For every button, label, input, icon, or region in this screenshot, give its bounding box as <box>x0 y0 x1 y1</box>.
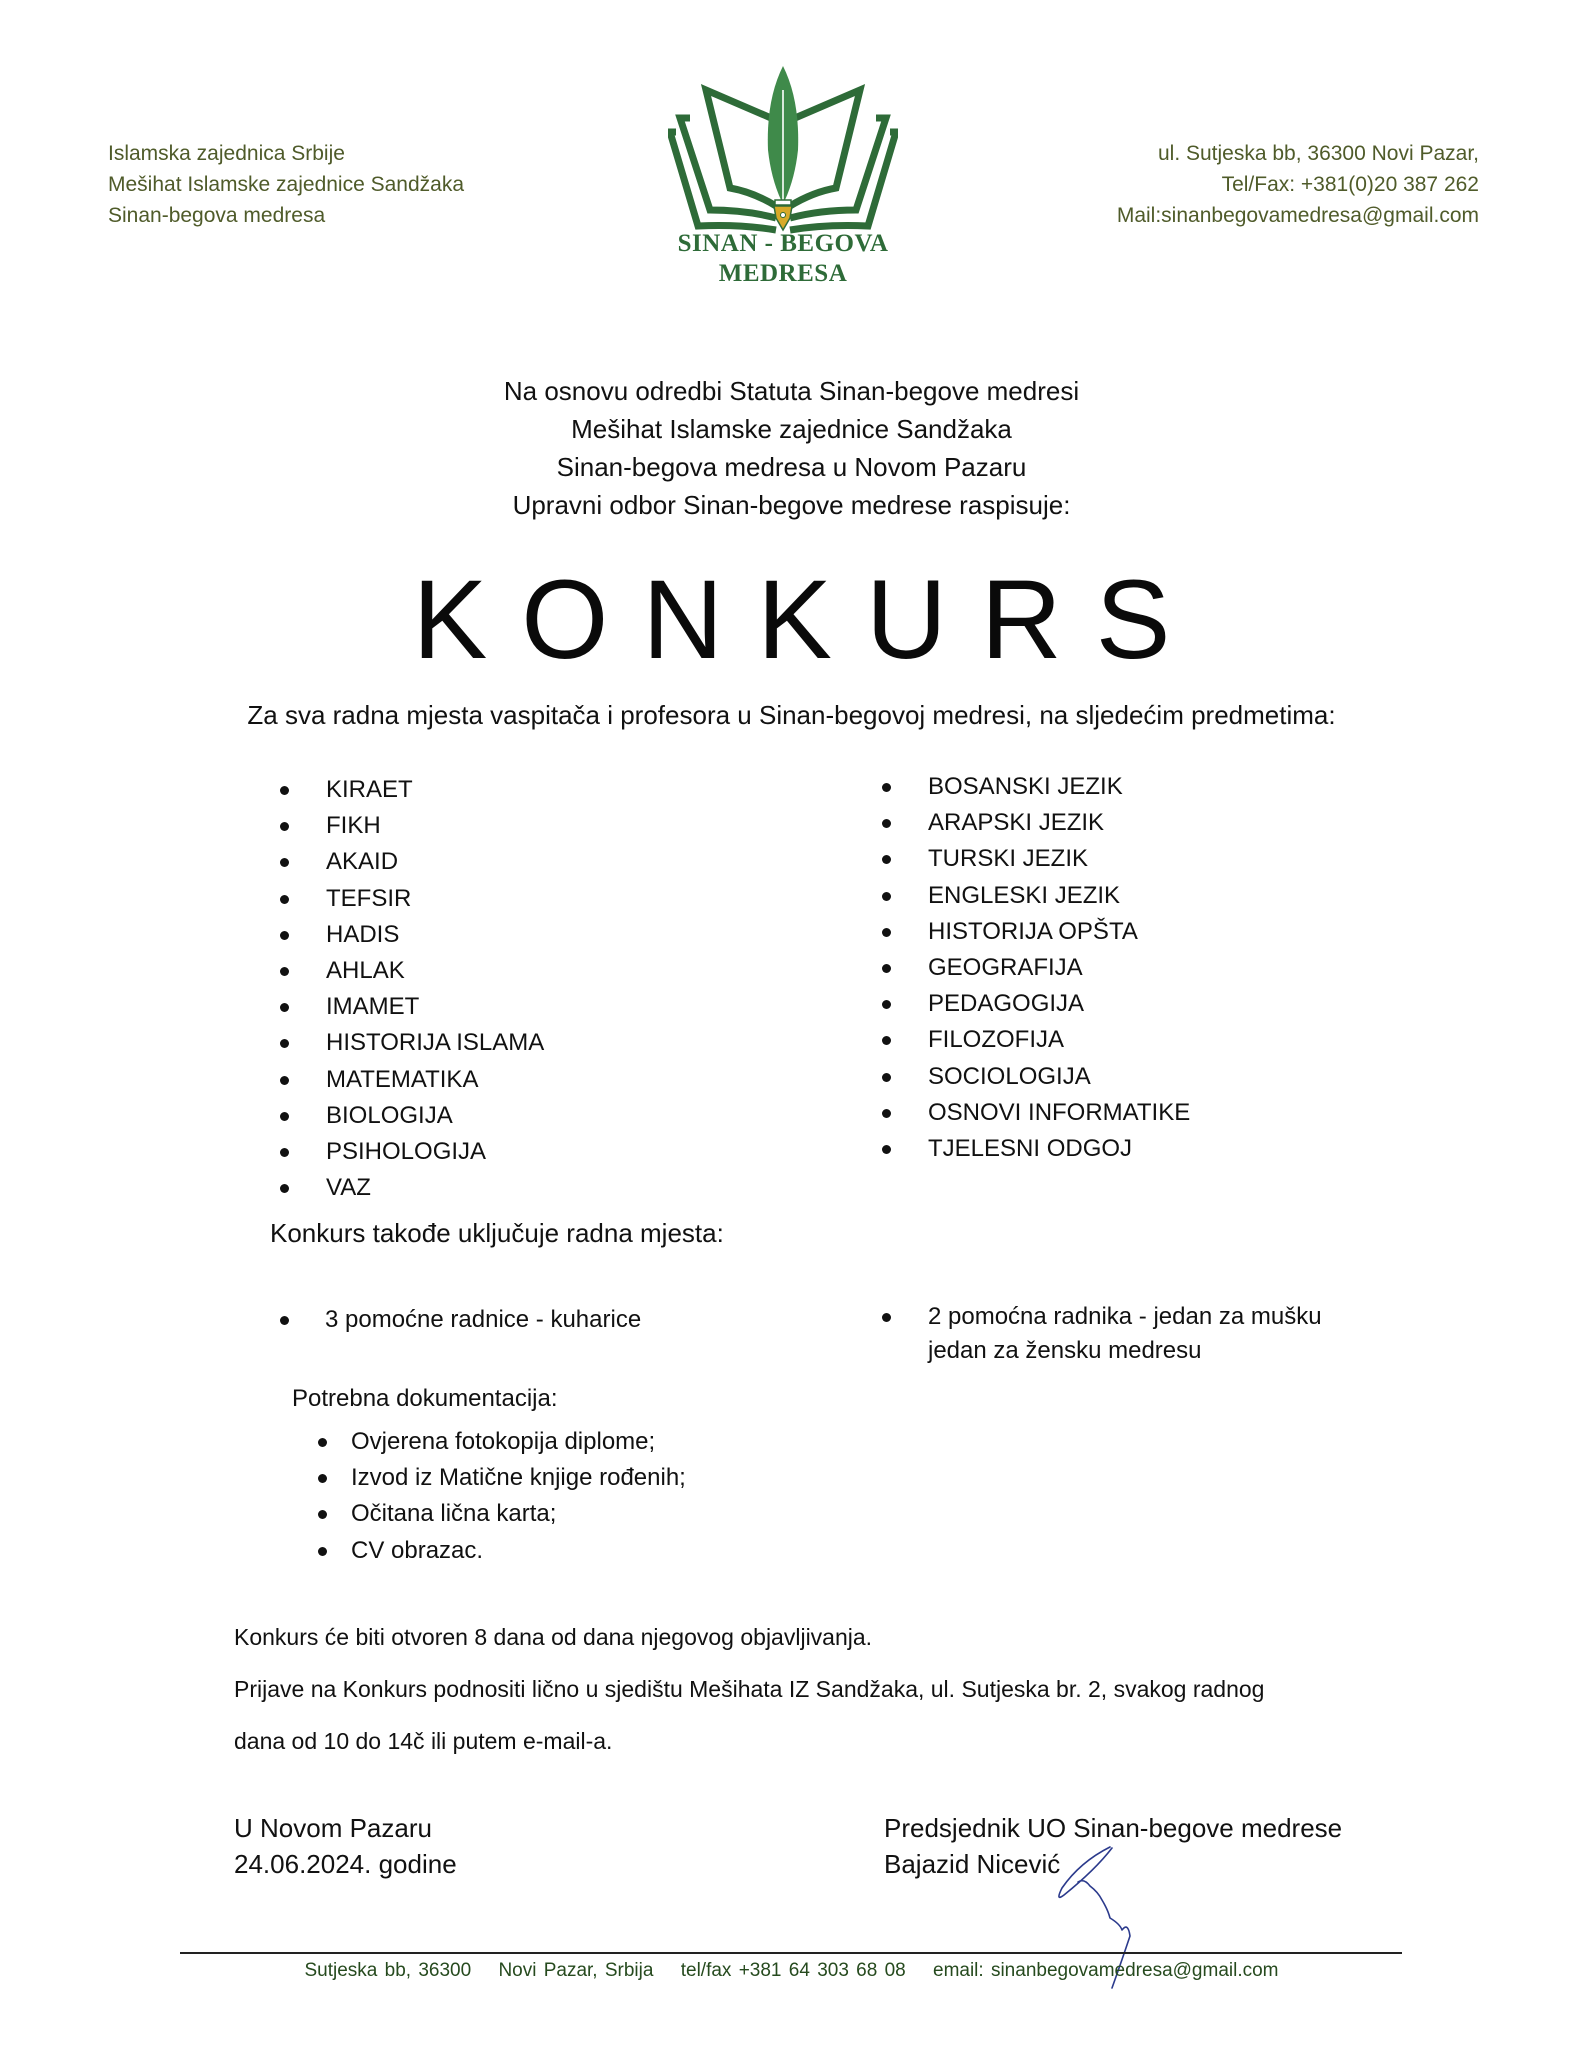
list-item: ARAPSKI JEZIK <box>882 805 1190 841</box>
bullet-icon <box>882 892 891 901</box>
bullet-icon <box>882 1073 891 1082</box>
bullet-icon <box>882 855 891 864</box>
bullet-icon <box>318 1438 327 1447</box>
list-item: GEOGRAFIJA <box>882 950 1190 986</box>
place-city: U Novom Pazaru <box>234 1813 432 1843</box>
list-item: VAZ <box>280 1170 544 1206</box>
intro-line-4: Upravni odbor Sinan-begove medrese raspisuje: <box>512 490 1071 520</box>
list-item: FIKH <box>280 808 544 844</box>
list-item: BOSANSKI JEZIK <box>882 769 1190 805</box>
list-item: TJELESNI ODGOJ <box>882 1131 1190 1167</box>
document-date: 24.06.2024. godine <box>234 1849 457 1879</box>
bullet-icon <box>882 1000 891 1009</box>
document-title: KONKURS <box>412 557 1205 682</box>
bullet-icon <box>280 895 289 904</box>
intro-line-3: Sinan-begova medresa u Novom Pazaru <box>556 452 1027 482</box>
list-item: MATEMATIKA <box>280 1062 544 1098</box>
position-item-assistants: 2 pomoćna radnika - jedan za mušku jedan za žensku medresu <box>882 1300 1362 1368</box>
list-item: CV obrazac. <box>318 1533 686 1569</box>
bullet-icon <box>280 858 289 867</box>
bullet-icon <box>280 1003 289 1012</box>
bullet-icon <box>280 1184 289 1193</box>
list-item: OSNOVI INFORMATIKE <box>882 1095 1190 1131</box>
list-item: PEDAGOGIJA <box>882 986 1190 1022</box>
list-item: TURSKI JEZIK <box>882 841 1190 877</box>
contact-phone: Tel/Fax: +381(0)20 387 262 <box>1221 173 1479 196</box>
bullet-icon <box>280 1039 289 1048</box>
position-item-kitchen: 3 pomoćne radnice - kuharice <box>280 1303 641 1337</box>
paragraph-submission-cont: dana od 10 do 14č ili putem e-mail-a. <box>234 1728 613 1754</box>
subjects-list-right <box>882 769 1190 1167</box>
list-item: Očitana lična karta; <box>318 1496 686 1532</box>
signer-name: Bajazid Nicević <box>884 1849 1061 1879</box>
bullet-icon <box>318 1474 327 1483</box>
bullet-icon <box>280 1148 289 1157</box>
bullet-icon <box>280 1316 289 1325</box>
org-line-2: Mešihat Islamske zajednice Sandžaka <box>108 173 465 196</box>
header-contact <box>1117 138 1479 231</box>
bullet-icon <box>882 1145 891 1154</box>
list-item: AHLAK <box>280 953 544 989</box>
place-date <box>234 1810 457 1882</box>
contact-address: ul. Sutjeska bb, 36300 Novi Pazar, <box>1157 142 1479 165</box>
list-item: ENGLESKI JEZIK <box>882 878 1190 914</box>
bullet-icon <box>882 1109 891 1118</box>
list-item: KIRAET <box>280 772 544 808</box>
bullet-icon <box>318 1547 327 1556</box>
logo-text-line-1: SINAN - BEGOVA <box>677 230 889 257</box>
bullet-icon <box>280 931 289 940</box>
bullet-icon <box>882 783 891 792</box>
footer-city: Novi Pazar, Srbija <box>498 1960 654 1981</box>
intro-line-1: Na osnovu odredbi Statuta Sinan-begove medresi <box>503 376 1080 406</box>
logo <box>668 60 898 295</box>
footer-address: Sutjeska bb, 36300 <box>304 1960 472 1981</box>
bullet-icon <box>882 1036 891 1045</box>
footer-email: email: sinanbegovamedresa@gmail.com <box>933 1960 1279 1981</box>
list-item: Izvod iz Matične knjige rođenih; <box>318 1460 686 1496</box>
book-quill-pen-icon <box>668 60 898 235</box>
also-includes-heading: Konkurs takođe uključuje radna mjesta: <box>270 1218 724 1248</box>
bullet-icon <box>882 1313 891 1322</box>
list-item: PSIHOLOGIJA <box>280 1134 544 1170</box>
header-organization <box>108 138 464 231</box>
bullet-icon <box>280 786 289 795</box>
bullet-icon <box>280 967 289 976</box>
list-item: SOCIOLOGIJA <box>882 1059 1190 1095</box>
intro-text <box>0 372 1583 524</box>
bullet-icon <box>318 1510 327 1519</box>
subjects-list-left <box>280 772 544 1206</box>
signer-role: Predsjednik UO Sinan-begove medrese <box>884 1813 1343 1843</box>
list-item: BIOLOGIJA <box>280 1098 544 1134</box>
list-item: HADIS <box>280 917 544 953</box>
subtitle: Za sva radna mjesta vaspitača i profesora u Sinan-begovoj medresi, na sljedećim predmetima: <box>247 700 1336 730</box>
org-line-1: Islamska zajednica Srbije <box>108 142 345 165</box>
list-item: HISTORIJA ISLAMA <box>280 1025 544 1061</box>
list-item: Ovjerena fotokopija diplome; <box>318 1424 686 1460</box>
footer <box>0 1960 1583 1982</box>
bullet-icon <box>882 928 891 937</box>
paragraph-duration: Konkurs će biti otvoren 8 dana od dana njegovog objavljivanja. <box>234 1624 873 1650</box>
org-line-3: Sinan-begova medresa <box>108 204 326 227</box>
list-item: TEFSIR <box>280 881 544 917</box>
logo-text-line-2: MEDRESA <box>718 260 848 287</box>
documents-list <box>318 1424 686 1569</box>
documents-heading: Potrebna dokumentacija: <box>292 1385 558 1412</box>
footer-divider <box>180 1952 1402 1954</box>
contact-email: Mail:sinanbegovamedresa@gmail.com <box>1116 204 1479 227</box>
bullet-icon <box>280 1076 289 1085</box>
bullet-icon <box>882 819 891 828</box>
footer-phone: tel/fax +381 64 303 68 08 <box>680 1960 906 1981</box>
paragraph-submission: Prijave na Konkurs podnositi lično u sjedištu Mešihata IZ Sandžaka, ul. Sutjeska br. 2, svakog radnog <box>234 1676 1265 1702</box>
list-item: HISTORIJA OPŠTA <box>882 914 1190 950</box>
intro-line-2: Mešihat Islamske zajednice Sandžaka <box>571 414 1012 444</box>
bullet-icon <box>280 822 289 831</box>
bullet-icon <box>882 964 891 973</box>
list-item: IMAMET <box>280 989 544 1025</box>
bullet-icon <box>280 1112 289 1121</box>
list-item: AKAID <box>280 844 544 880</box>
list-item: FILOZOFIJA <box>882 1022 1190 1058</box>
